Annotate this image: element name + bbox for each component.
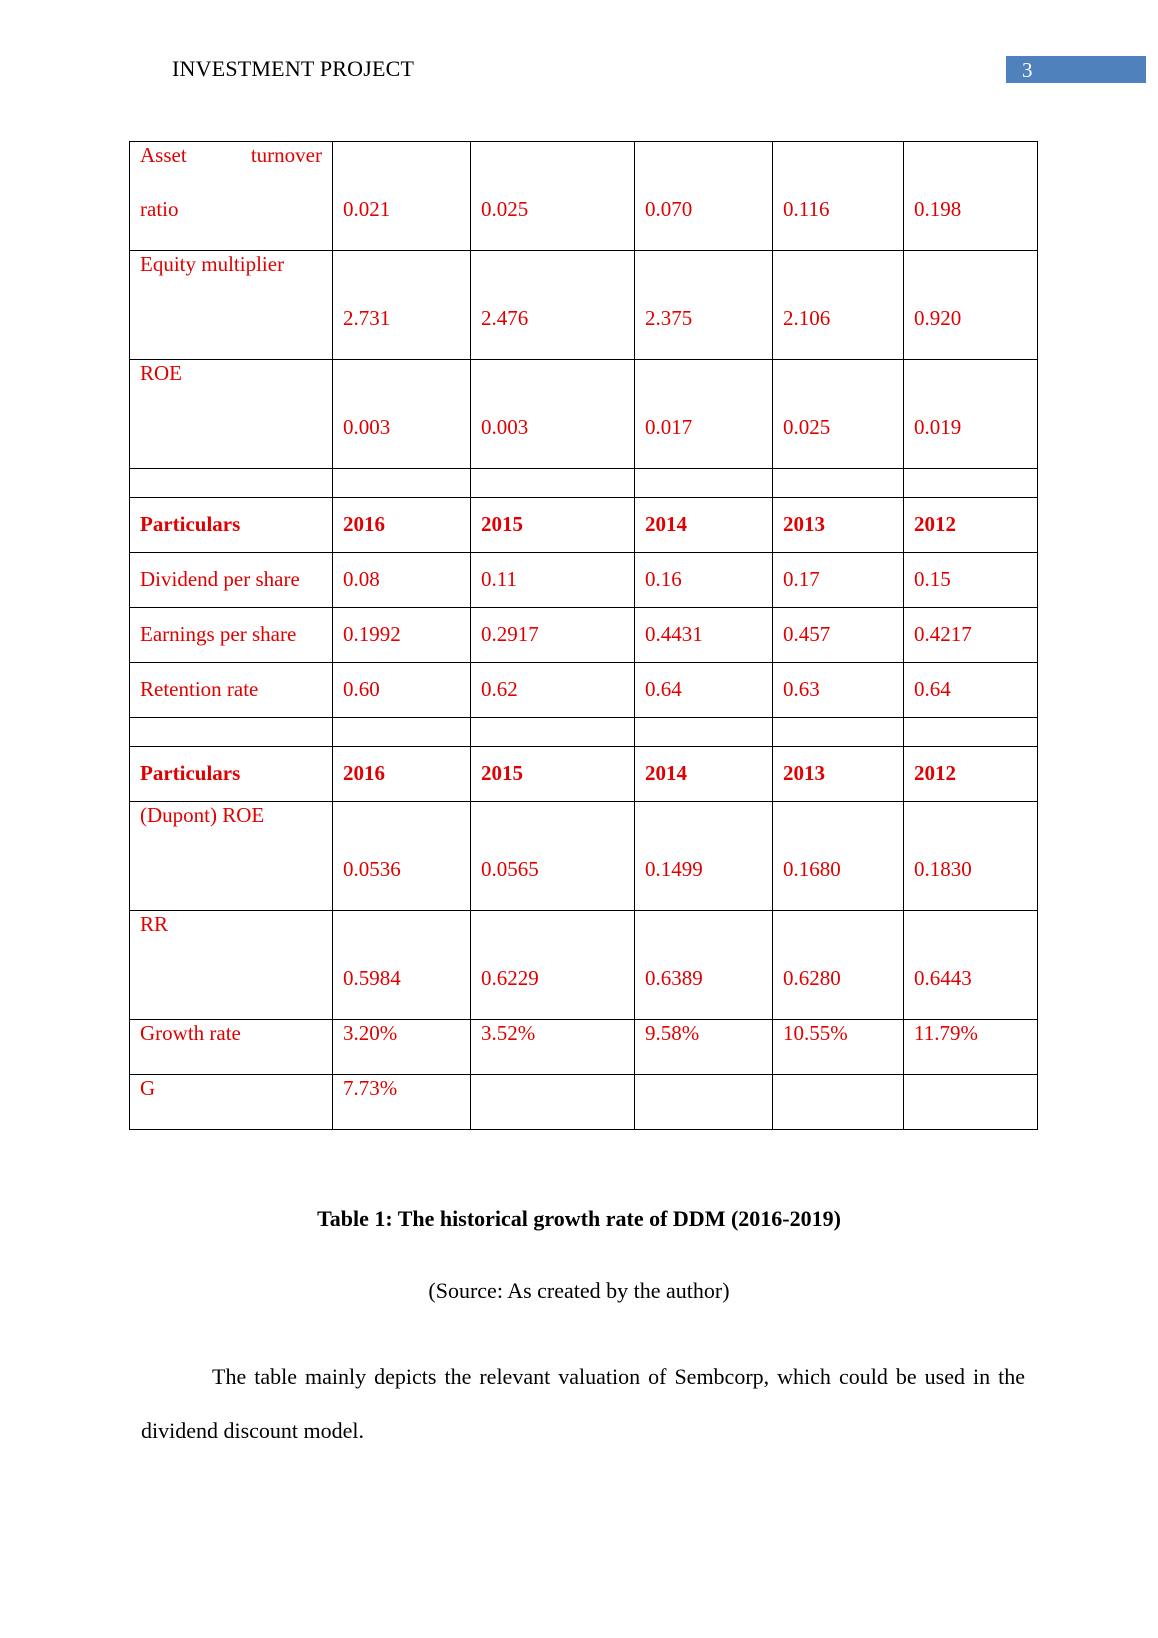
column-header: 2014 <box>635 747 773 802</box>
row-label: RR <box>130 911 333 1020</box>
table-cell: 0.920 <box>904 251 1038 360</box>
table-cell: 0.019 <box>904 360 1038 469</box>
table-row <box>130 608 1038 663</box>
column-header: 2015 <box>471 498 635 553</box>
table-cell: 2.375 <box>635 251 773 360</box>
column-header: Particulars <box>130 747 333 802</box>
table-cell: 2.106 <box>773 251 904 360</box>
table-row <box>130 251 1038 360</box>
row-label: (Dupont) ROE <box>130 802 333 911</box>
row-label: ROE <box>130 360 333 469</box>
table-cell: 9.58% <box>635 1020 773 1075</box>
blank-row <box>130 469 1038 498</box>
column-header: 2012 <box>904 747 1038 802</box>
blank-row <box>130 718 1038 747</box>
table-row <box>130 802 1038 911</box>
asset-turnover-label-line2: ratio <box>140 197 179 221</box>
table-cell: 0.17 <box>773 553 904 608</box>
table-row <box>130 142 1038 251</box>
row-label: Earnings per share <box>130 608 333 663</box>
table-cell: 0.6443 <box>904 911 1038 1020</box>
table-cell <box>773 1075 904 1130</box>
table-cell: 0.070 <box>635 142 773 251</box>
table-cell: 0.08 <box>333 553 471 608</box>
table-cell: 0.116 <box>773 142 904 251</box>
table-cell: 0.025 <box>773 360 904 469</box>
table-cell: 0.16 <box>635 553 773 608</box>
column-header: 2012 <box>904 498 1038 553</box>
table-cell: 0.11 <box>471 553 635 608</box>
table-cell: 0.5984 <box>333 911 471 1020</box>
table-header-row <box>130 747 1038 802</box>
table-cell: 0.198 <box>904 142 1038 251</box>
table-cell: 2.731 <box>333 251 471 360</box>
table-cell: 0.6229 <box>471 911 635 1020</box>
row-label: Dividend per share <box>130 553 333 608</box>
table-row <box>130 911 1038 1020</box>
table-cell: 0.6280 <box>773 911 904 1020</box>
row-label <box>130 142 333 251</box>
page-number: 3 <box>1022 58 1033 82</box>
row-label: Equity multiplier <box>130 251 333 360</box>
table-cell <box>904 1075 1038 1130</box>
table-cell: 0.2917 <box>471 608 635 663</box>
table-caption: Table 1: The historical growth rate of DDM (2016-2019) <box>317 1206 841 1231</box>
table-cell: 0.457 <box>773 608 904 663</box>
page-number-box <box>1006 56 1146 83</box>
table-cell: 0.0565 <box>471 802 635 911</box>
column-header: 2013 <box>773 498 904 553</box>
table-cell <box>635 1075 773 1130</box>
table-cell: 0.003 <box>333 360 471 469</box>
table-cell: 0.017 <box>635 360 773 469</box>
column-header: 2016 <box>333 747 471 802</box>
table-cell: 0.6389 <box>635 911 773 1020</box>
table-cell: 0.1992 <box>333 608 471 663</box>
table-cell: 2.476 <box>471 251 635 360</box>
column-header: 2015 <box>471 747 635 802</box>
column-header: Particulars <box>130 498 333 553</box>
table-row <box>130 663 1038 718</box>
table-row <box>130 553 1038 608</box>
table-cell: 0.1499 <box>635 802 773 911</box>
column-header: 2016 <box>333 498 471 553</box>
table-cell: 0.1680 <box>773 802 904 911</box>
column-header: 2013 <box>773 747 904 802</box>
table-cell <box>471 1075 635 1130</box>
table-cell: 0.025 <box>471 142 635 251</box>
row-label: G <box>130 1075 333 1130</box>
table-cell: 11.79% <box>904 1020 1038 1075</box>
column-header: 2014 <box>635 498 773 553</box>
table-cell: 0.64 <box>635 663 773 718</box>
header-title: INVESTMENT PROJECT <box>172 56 415 81</box>
table-cell: 10.55% <box>773 1020 904 1075</box>
asset-turnover-label: Asset turnover <box>140 143 322 167</box>
growth-rate-table <box>129 141 1038 1130</box>
table-cell: 3.52% <box>471 1020 635 1075</box>
table-cell: 0.0536 <box>333 802 471 911</box>
table-row <box>130 360 1038 469</box>
table-cell: 0.021 <box>333 142 471 251</box>
body-paragraph: The table mainly depicts the relevant valuation of Sembcorp, which could be used in the dividend discount model. <box>141 1364 1025 1443</box>
table-cell: 0.1830 <box>904 802 1038 911</box>
table-cell: 7.73% <box>333 1075 471 1130</box>
table-cell: 0.60 <box>333 663 471 718</box>
table-cell: 0.4431 <box>635 608 773 663</box>
row-label: Growth rate <box>130 1020 333 1075</box>
table-row <box>130 1020 1038 1075</box>
table-cell: 0.4217 <box>904 608 1038 663</box>
table-cell: 0.64 <box>904 663 1038 718</box>
table-row <box>130 1075 1038 1130</box>
table-cell: 3.20% <box>333 1020 471 1075</box>
table-cell: 0.003 <box>471 360 635 469</box>
table-cell: 0.63 <box>773 663 904 718</box>
table-cell: 0.62 <box>471 663 635 718</box>
row-label: Retention rate <box>130 663 333 718</box>
table-cell: 0.15 <box>904 553 1038 608</box>
table-source: (Source: As created by the author) <box>428 1278 730 1303</box>
table-header-row <box>130 498 1038 553</box>
